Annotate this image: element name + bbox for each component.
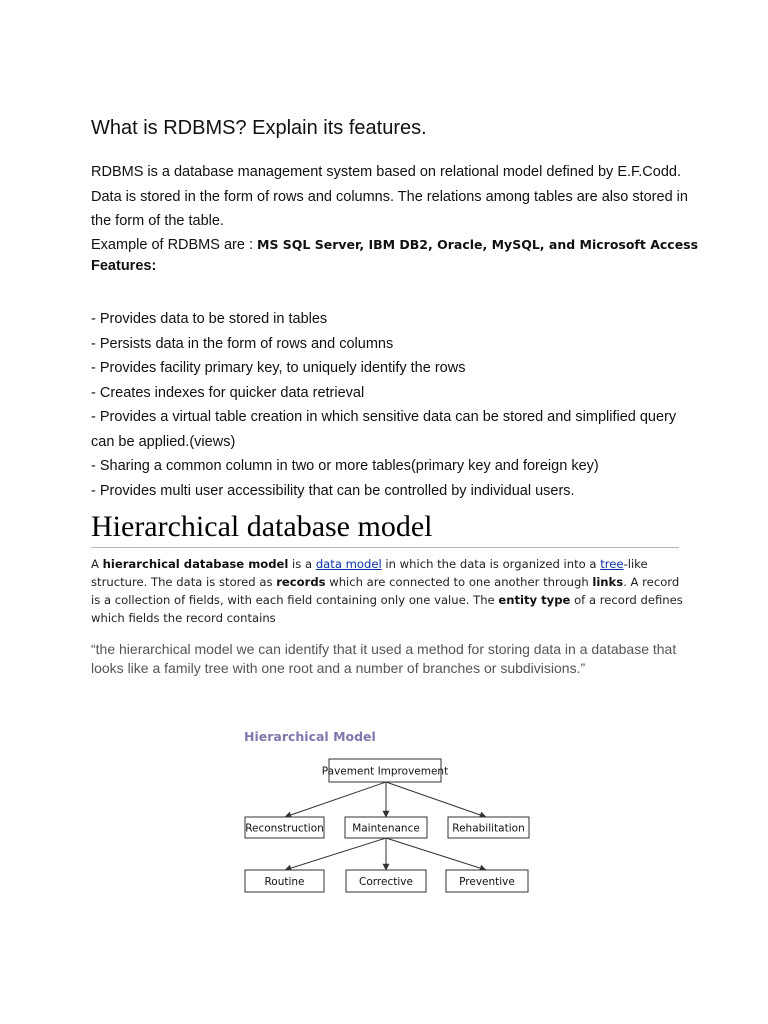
node-label: Rehabilitation <box>452 822 525 835</box>
node-label: Maintenance <box>352 822 420 835</box>
node-label: Routine <box>264 876 305 888</box>
node-label: Preventive <box>459 876 515 888</box>
para-text: -like structure. The data is stored as <box>91 557 648 589</box>
feature-item: - Creates indexes for quicker data retrieval <box>91 384 365 401</box>
hierarchical-quote: “the hierarchical model we can identify that it used a method for storing data in a database that looks like a family tree with one root and a number of branches or subdivisions.” <box>91 641 677 676</box>
para-text: in which the data is organized into a <box>381 557 601 571</box>
connector-root-reconstruction <box>285 782 386 817</box>
rdbms-question-title: What is RDBMS? Explain its features. <box>91 117 427 139</box>
examples-label: Example of RDBMS are : <box>91 237 257 253</box>
node-label: Reconstruction <box>245 822 324 835</box>
node-corrective <box>346 870 426 892</box>
node-root <box>322 759 448 782</box>
features-heading: Features: <box>91 258 157 274</box>
connector-maintenance-preventive <box>386 838 486 870</box>
para-text: which are connected to one another through <box>325 575 593 589</box>
rdbms-intro-paragraph: RDBMS is a database management system based on relational model defined by E.F.Codd. Data is stored in the form of rows and columns. The relations among tables are also stored in the form of the table. <box>91 164 688 229</box>
para-text: of a record defines which fields the record contains <box>91 593 683 625</box>
node-routine <box>245 870 324 892</box>
feature-item: - Provides multi user accessibility that can be controlled by individual users. <box>91 482 575 499</box>
para-text: is a <box>288 557 316 571</box>
feature-item: - Sharing a common column in two or more tables(primary key and foreign key) <box>91 458 599 474</box>
para-text: . A record is a collection of fields, with each field containing only one value. The <box>91 575 680 607</box>
data-model-link[interactable]: data model <box>315 557 382 571</box>
para-bold-term: records <box>276 575 326 589</box>
para-bold-term: links <box>592 575 624 589</box>
node-reconstruction <box>245 817 324 838</box>
connector-root-rehabilitation <box>386 782 486 817</box>
para-text: A <box>91 557 103 571</box>
diagram-title: Hierarchical Model <box>244 729 376 744</box>
node-label: Corrective <box>359 876 413 888</box>
node-label: Pavement Improvement <box>321 765 449 778</box>
connector-maintenance-routine <box>285 838 386 870</box>
hierarchical-model-heading: Hierarchical database model <box>91 510 433 543</box>
para-bold-term: entity type <box>498 593 571 607</box>
feature-item: - Persists data in the form of rows and columns <box>91 335 394 352</box>
node-rehabilitation <box>448 817 529 838</box>
feature-item: - Provides a virtual table creation in which sensitive data can be stored and simplified query can be applied.(views) <box>91 409 677 450</box>
feature-item: - Provides data to be stored in tables <box>91 311 328 327</box>
para-bold-term: hierarchical database model <box>102 557 289 571</box>
tree-link[interactable]: tree <box>600 557 624 571</box>
feature-item: - Provides facility primary key, to uniquely identify the rows <box>91 360 466 376</box>
examples-value: MS SQL Server, IBM DB2, Oracle, MySQL, and Microsoft Access <box>257 237 699 252</box>
node-preventive <box>446 870 528 892</box>
node-maintenance <box>345 817 427 838</box>
